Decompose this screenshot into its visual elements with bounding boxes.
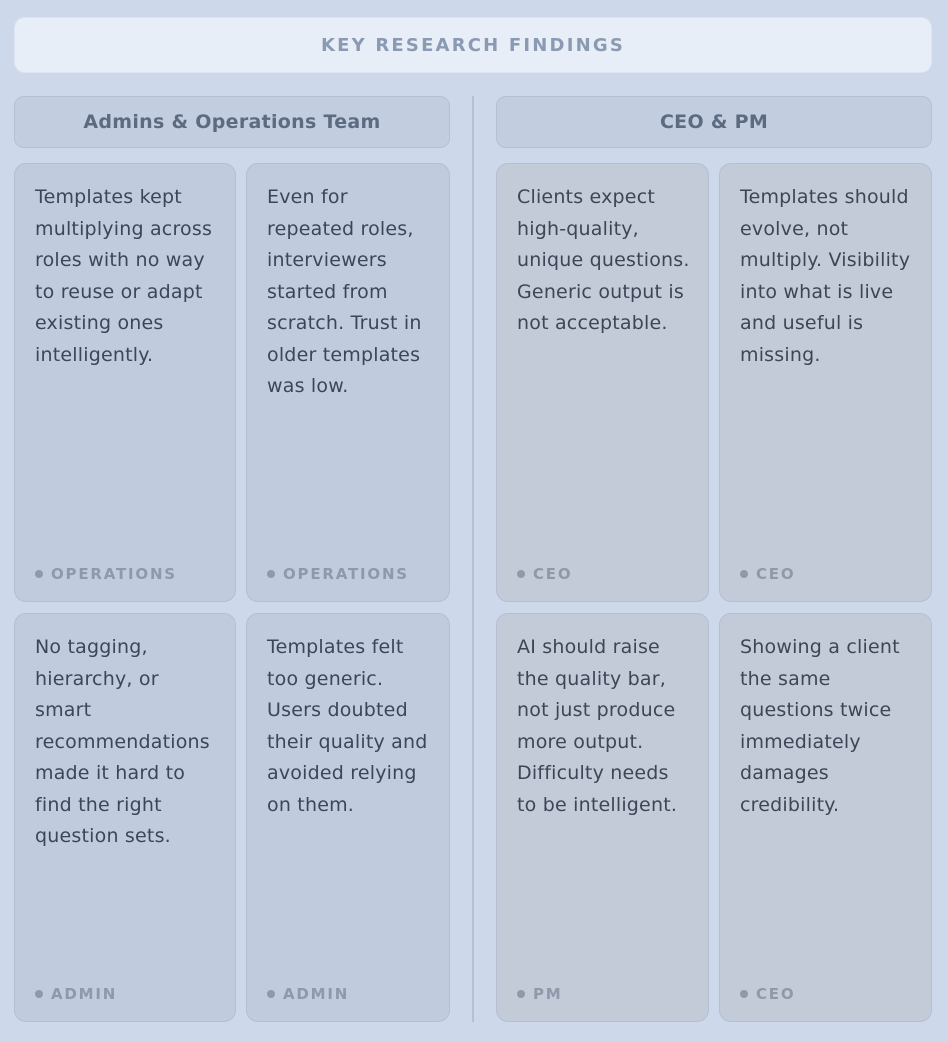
finding-card xyxy=(496,613,709,1022)
tag-dot-icon xyxy=(267,990,275,998)
finding-text: Even for repeated roles, interviewers started from scratch. Trust in older templates was low. xyxy=(267,186,422,397)
finding-card xyxy=(496,163,709,602)
tag-dot-icon xyxy=(35,570,43,578)
finding-text: Templates felt too generic. Users doubted their quality and avoided relying on them. xyxy=(267,636,428,816)
finding-card xyxy=(14,163,236,602)
tag-label: CEO xyxy=(533,565,573,583)
tag-label: CEO xyxy=(756,985,796,1003)
finding-card xyxy=(719,163,932,602)
finding-text: Templates kept multiplying across roles with no way to reuse or adapt existing ones intelligently. xyxy=(35,186,213,366)
tag-dot-icon xyxy=(35,990,43,998)
tag-dot-icon xyxy=(517,990,525,998)
title-banner xyxy=(15,18,931,72)
tag-label: OPERATIONS xyxy=(283,565,409,583)
column-divider xyxy=(472,96,474,1022)
finding-tag xyxy=(517,985,563,1003)
finding-card xyxy=(246,613,450,1022)
finding-card xyxy=(719,613,932,1022)
finding-tag xyxy=(740,985,795,1003)
tag-dot-icon xyxy=(267,570,275,578)
group-header-operations xyxy=(14,96,450,148)
tag-label: OPERATIONS xyxy=(51,565,177,583)
finding-tag xyxy=(517,565,572,583)
finding-tag xyxy=(267,565,409,583)
finding-text: Showing a client the same questions twice immediately damages credibility. xyxy=(740,636,900,816)
group-header-label: CEO & PM xyxy=(659,111,769,133)
tag-label: PM xyxy=(533,985,563,1003)
group-header-label: Admins & Operations Team xyxy=(83,111,381,133)
finding-tag xyxy=(267,985,349,1003)
finding-tag xyxy=(35,985,117,1003)
finding-tag xyxy=(740,565,795,583)
finding-tag xyxy=(35,565,177,583)
tag-dot-icon xyxy=(517,570,525,578)
group-header-leadership xyxy=(496,96,932,148)
finding-text: No tagging, hierarchy, or smart recommendations made it hard to find the right question sets. xyxy=(35,636,210,847)
page-title: KEY RESEARCH FINDINGS xyxy=(321,34,625,56)
tag-label: CEO xyxy=(756,565,796,583)
finding-text: AI should raise the quality bar, not just produce more output. Difficulty needs to be intelligent. xyxy=(517,636,678,816)
tag-dot-icon xyxy=(740,570,748,578)
tag-dot-icon xyxy=(740,990,748,998)
finding-text: Templates should evolve, not multiply. Visibility into what is live and useful is missing. xyxy=(740,186,911,366)
tag-label: ADMIN xyxy=(283,985,350,1003)
finding-card xyxy=(14,613,236,1022)
finding-text: Clients expect high-quality, unique questions. Generic output is not acceptable. xyxy=(517,186,690,334)
tag-label: ADMIN xyxy=(51,985,118,1003)
finding-card xyxy=(246,163,450,602)
